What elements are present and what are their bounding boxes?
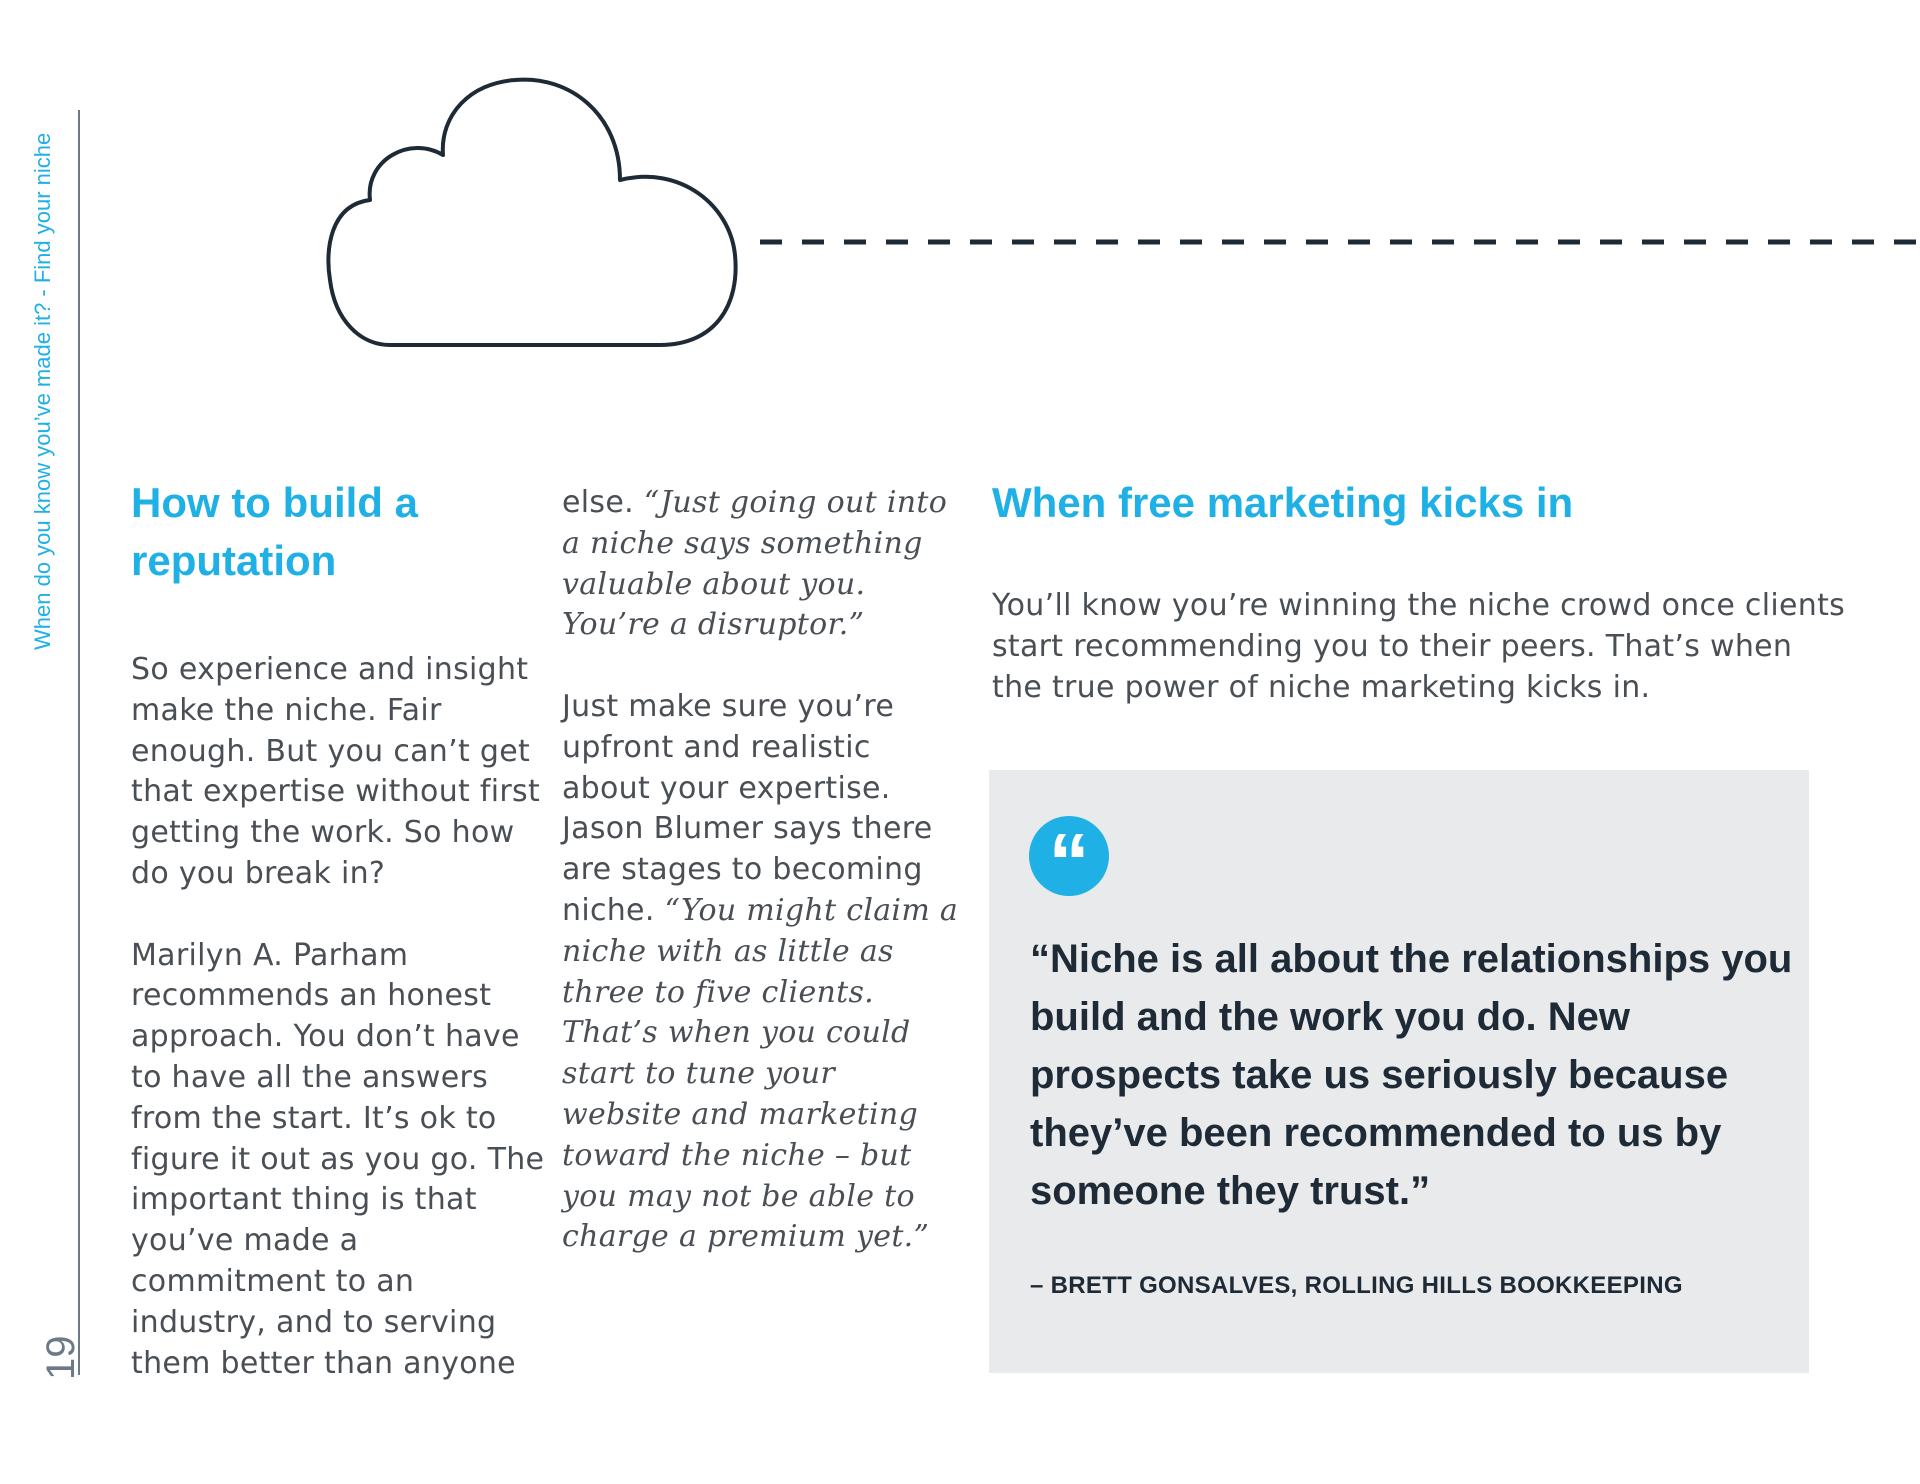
niche-clients-quote: “You might claim a niche with as little as three to five clients. That’s when you could start to tune your website and marketing toward the niche – but you may not be able to charge a premium yet.” (562, 892, 959, 1255)
disruptor-quote: “Just going out into a niche says something valuable about you. You’re a disruptor.” (562, 485, 948, 643)
reputation-column-1 (131, 650, 551, 1384)
cloud-icon (320, 65, 740, 365)
pull-quote-attribution: – BRETT GONSALVES, ROLLING HILLS BOOKKEEPING (1030, 1272, 1683, 1299)
reputation-paragraph-1: So experience and insight make the niche. Fair enough. But you can’t get that expertise without first getting the work. So how do you break in? (131, 652, 541, 891)
paragraph-3-lead: else. (562, 485, 644, 520)
reputation-paragraph-4 (562, 687, 962, 1258)
side-divider (78, 110, 80, 1375)
reputation-column-2 (562, 483, 962, 1258)
reputation-paragraph-3 (562, 483, 962, 646)
side-running-title: When do you know you’ve made it? - Find your niche (30, 132, 55, 650)
free-marketing-body: You’ll know you’re winning the niche crowd once clients start recommending you to their peers. That’s when the true power of niche marketing kicks in. (992, 588, 1846, 705)
reputation-paragraph-2: Marilyn A. Parham recommends an honest approach. You don’t have to have all the answers from the start. It’s ok to figure it out as you go. The important thing is that you’ve made a commitment to an industry, and to serving them better than anyone (131, 937, 545, 1381)
page-number: 19 (39, 1335, 83, 1380)
dashed-line (760, 236, 1920, 248)
free-marketing-heading: When free marketing kicks in (992, 479, 1574, 526)
svg-text:“: “ (1048, 817, 1090, 896)
paragraph-4-lead: Just make sure you’re upfront and realistic about your expertise. Jason Blumer says there are stages to becoming niche. (562, 688, 933, 928)
reputation-heading: How to build a reputation (131, 479, 418, 584)
quote-mark-icon (1029, 816, 1109, 896)
pull-quote-text: “Niche is all about the relationships you build and the work you do. New prospects take us seriously because they’ve been recommended to us by someone they trust.” (1030, 937, 1793, 1213)
